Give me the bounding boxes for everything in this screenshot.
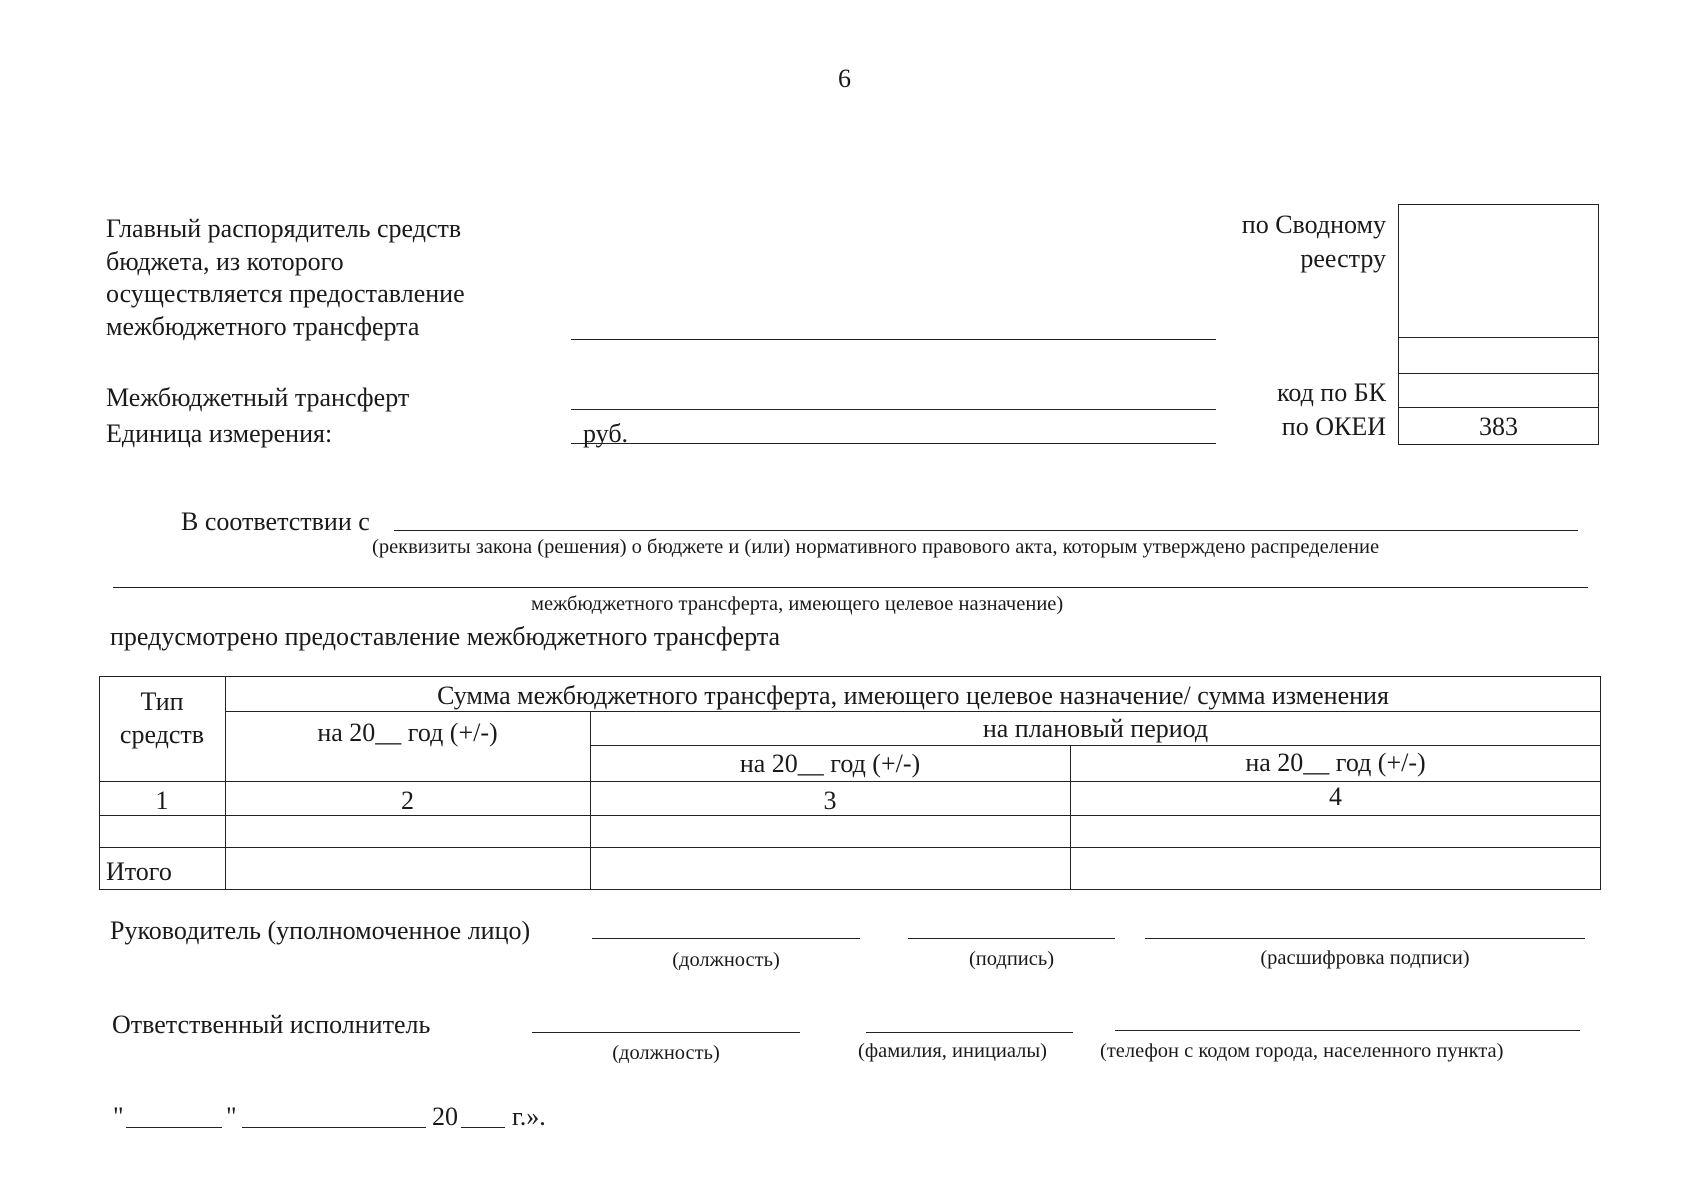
total-cell-plan-year-2[interactable]	[1072, 849, 1599, 888]
code-box-divider-2	[1398, 373, 1599, 374]
date-year-prefix: 20	[432, 1102, 458, 1131]
basis-field-continued[interactable]	[113, 587, 1588, 588]
distributor-label-line-2: бюджета, из которого	[106, 247, 344, 276]
transfer-label: Межбюджетный трансферт	[106, 383, 410, 412]
head-name-field[interactable]	[1145, 938, 1585, 939]
bk-code-cell[interactable]	[1398, 375, 1599, 406]
executor-phone-field[interactable]	[1115, 1030, 1580, 1031]
col-type-header-1: Тип	[140, 687, 184, 716]
basis-prefix: В соответствии с	[181, 507, 370, 536]
head-position-field[interactable]	[592, 938, 860, 939]
basis-statement: предусмотрено предоставление межбюджетного трансферта	[110, 622, 781, 651]
executor-label: Ответственный исполнитель	[112, 1010, 431, 1039]
col-type-header-2: средств	[119, 720, 205, 749]
data-cell-plan-year-1[interactable]	[592, 817, 1068, 845]
date-year-field[interactable]	[461, 1127, 505, 1128]
registry-label-line-2: реестру	[1300, 244, 1386, 273]
bk-code-label: код по БК	[1277, 378, 1386, 407]
unit-label: Единица измерения:	[106, 419, 333, 448]
unit-value: руб.	[583, 419, 629, 448]
total-label: Итого	[106, 857, 172, 886]
executor-name-field[interactable]	[866, 1032, 1073, 1033]
distributor-label-line-4: межбюджетного трансферта	[106, 312, 420, 341]
date-suffix: г.».	[512, 1102, 546, 1131]
date-month-field[interactable]	[242, 1127, 426, 1128]
table-hline	[225, 711, 1601, 712]
registry-code-cell[interactable]	[1398, 206, 1599, 336]
basis-caption-2: межбюджетного трансферта, имеющего целевое назначение)	[531, 593, 1064, 615]
col-number-3: 3	[823, 786, 837, 815]
total-cell-current-year[interactable]	[227, 849, 588, 888]
transfer-field[interactable]	[571, 409, 1216, 410]
executor-caption-position: (должность)	[612, 1042, 720, 1064]
col-number-4: 4	[1329, 782, 1342, 811]
current-year-header: на 20__ год (+/-)	[317, 718, 498, 747]
head-caption-name: (расшифровка подписи)	[1260, 947, 1470, 969]
page-number: 6	[838, 64, 851, 93]
head-caption-signature: (подпись)	[968, 948, 1055, 970]
registry-label-line-1: по Сводному	[1241, 210, 1386, 239]
head-caption-position: (должность)	[672, 949, 780, 971]
sum-header: Сумма межбюджетного трансферта, имеющего целевое назначение/ сумма изменения	[437, 681, 1389, 710]
plan-year-2-header: на 20__ год (+/-)	[1245, 748, 1426, 777]
planning-period-header: на плановый период	[982, 714, 1209, 743]
executor-position-field[interactable]	[532, 1032, 800, 1033]
okei-code-cell: 383	[1479, 412, 1518, 441]
data-cell-current-year[interactable]	[227, 817, 588, 845]
table-hline	[99, 781, 1601, 782]
total-cell-plan-year-1[interactable]	[592, 849, 1068, 888]
plan-year-1-header: на 20__ год (+/-)	[739, 749, 921, 778]
col-number-2: 2	[401, 786, 414, 815]
unit-field[interactable]	[571, 443, 1216, 444]
data-cell-plan-year-2[interactable]	[1072, 817, 1599, 845]
distributor-field[interactable]	[571, 339, 1216, 340]
data-cell-type[interactable]	[101, 817, 223, 845]
code-box-divider-1	[1398, 337, 1599, 338]
date-day-field[interactable]	[126, 1127, 222, 1128]
distributor-label-line-1: Главный распорядитель средств	[106, 214, 462, 243]
executor-caption-phone: (телефон с кодом города, населенного пункта)	[1100, 1040, 1504, 1062]
date-quote-close: "	[226, 1102, 237, 1131]
table-hline	[99, 815, 1601, 816]
distributor-label-line-3: осуществляется предоставление	[106, 279, 465, 308]
table-hline	[99, 847, 1601, 848]
code-box-divider-3	[1398, 407, 1599, 408]
date-quote-open: "	[113, 1102, 124, 1131]
basis-field[interactable]	[394, 530, 1578, 531]
table-hline	[590, 745, 1601, 746]
executor-caption-name: (фамилия, инициалы)	[858, 1040, 1047, 1062]
head-label: Руководитель (уполномоченное лицо)	[110, 916, 531, 945]
okei-label: по ОКЕИ	[1281, 412, 1386, 441]
head-signature-field[interactable]	[908, 938, 1115, 939]
basis-caption-1: (реквизиты закона (решения) о бюджете и (или) нормативного правового акта, которым утверждено распределение	[372, 536, 1380, 558]
col-number-1: 1	[155, 786, 169, 815]
